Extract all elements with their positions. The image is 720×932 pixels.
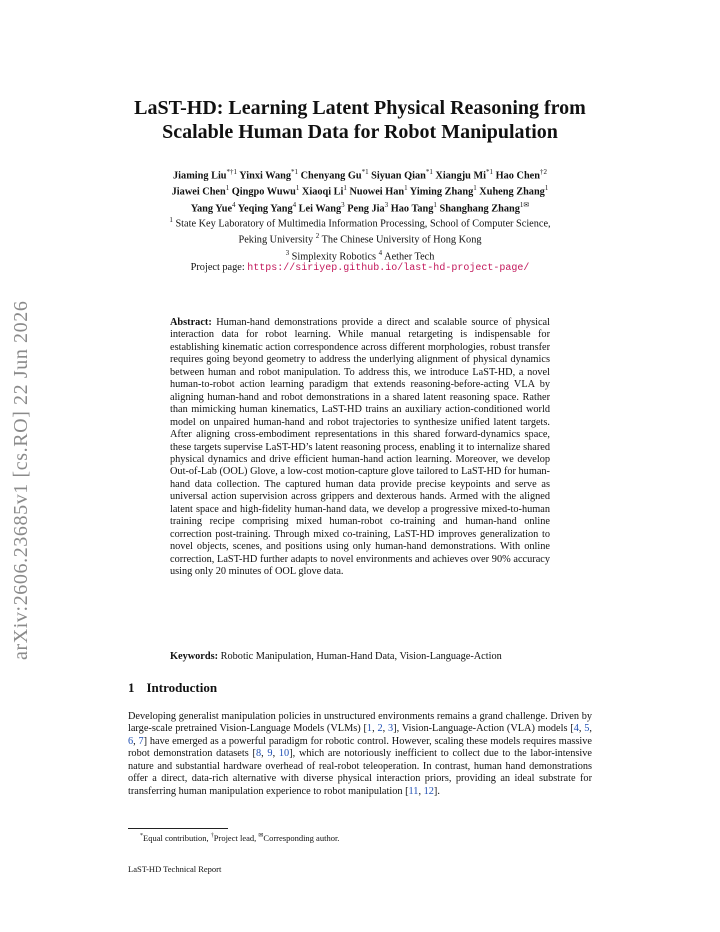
affiliation-text: State Key Laboratory of Multimedia Information Processing, School of Computer Science, xyxy=(175,218,551,230)
author-mark: 4 xyxy=(232,200,236,209)
citation-link[interactable]: 8 xyxy=(255,748,262,760)
author-name: Jiaming Liu xyxy=(173,170,227,182)
author-mark: 1 xyxy=(544,184,549,193)
author-name: Yang Yue xyxy=(190,203,233,215)
author-mark: 1 xyxy=(473,184,477,193)
citation-link[interactable]: 5 xyxy=(584,723,590,735)
citation-link[interactable]: 3 xyxy=(388,723,394,735)
author-name: Peng Jia xyxy=(347,203,385,215)
author-mark: 3 xyxy=(384,200,389,209)
citation-link[interactable]: 1 xyxy=(366,723,373,735)
affiliation-text: Simplexity Robotics xyxy=(291,251,377,263)
affiliation-line-2 xyxy=(110,230,610,246)
author-name: Jiawei Chen xyxy=(171,186,226,198)
intro-paragraph: Developing generalist manipulation policies in unstructured environments remains a grand challenge. Driven by large-scale pretrained Vision-Language Models (VLMs) [1, 2, 3], Vision-Language-Action (VLA) models [4, 5, 6, 7] have emerged as a powerful paradigm for robotic control. However, scaling these models requires massive robot demonstration datasets [8, 9, 10], which are notoriously inefficient to collect due to the labor-intensive nature and substantial hardware overhead of real-robot teleoperation. In contrast, human hand demonstrations offer a direct, data-rich alternative with diverse physical interaction priors, providing an ideal substrate for transferring human manipulation experience to robot manipulation [11, 12]. xyxy=(128,711,592,797)
affiliation-text: Aether Tech xyxy=(384,251,435,263)
intro-text: Developing generalist manipulation policies in unstructured environments remains a grand challenge. Driven by large-scale pretrained Vision-Language Models (VLMs) [ xyxy=(128,711,592,735)
author-mark: *†1 xyxy=(226,168,238,176)
author-name: Yinxi Wang xyxy=(239,170,292,182)
section-heading xyxy=(128,680,217,696)
author-mark: *1 xyxy=(425,168,433,176)
author-mark: *1 xyxy=(361,168,369,176)
author-mark: *1 xyxy=(486,168,494,176)
intro-text: ], Vision-Language-Action (VLA) models [ xyxy=(393,723,574,735)
citation-link[interactable]: 7 xyxy=(138,735,144,747)
abstract xyxy=(170,317,550,579)
paper-title xyxy=(100,96,620,144)
footnote-text: Project lead, xyxy=(213,832,259,843)
footnote-mark: * xyxy=(140,833,143,839)
affiliation-mark: 3 xyxy=(285,248,290,257)
author-line-2 xyxy=(110,182,610,198)
affiliation-line-3 xyxy=(110,247,610,263)
citation-link[interactable]: 4 xyxy=(573,723,579,735)
author-name: Chenyang Gu xyxy=(300,170,362,182)
author-mark: 4 xyxy=(292,200,297,209)
author-line-3 xyxy=(110,199,610,215)
affiliation-text: The Chinese University of Hong Kong xyxy=(321,234,482,246)
author-name: Qingpo Wuwu xyxy=(231,186,296,198)
affiliations xyxy=(110,214,610,263)
author-mark: 1 xyxy=(404,184,408,193)
title-line-2: Scalable Human Data for Robot Manipulation xyxy=(162,121,558,143)
author-name: Hao Tang xyxy=(390,203,434,215)
section-number: 1 xyxy=(128,680,135,695)
project-page xyxy=(110,262,610,274)
abstract-text: Human-hand demonstrations provide a direct and scalable source of physical interaction data for robot learning. While manual retargeting is indispensable for establishing kinematic action correspondence across different morphologies, robust transfer requires going beyond geometry to address the underlying alignment of physical dynamics between human and robot manipulation. To address this, we introduce LaST-HD, a novel human-to-robot action learning paradigm that extends reasoning-before-acting VLA by aligning human-hand and robot demonstrations in a shared latent reasoning space. Rather than mimicking human kinematics, LaST-HD trains an auxiliary action-conditioned world model on unpaired human-hand and robot trajectories to synthesize unified latent targets. After aligning cross-embodiment representations in this shared forward-dynamics space, these targets supervise LaST-HD’s latent reasoning process, enabling it to internalize shared physical dynamics and drive efficient human-hand action learning. Moreover, we develop Out-of-Lab (OOL) Glove, a low-cost motion-capture glove tailored to LaST-HD for human-hand data collection. The captured human data provide precise keypoints and serve as universal action supervision across grippers and dexterous hands. Armed with the aligned latent space and high-fidelity human-hand data, we develop a progressive mixed-to-human training recipe comprising mixed human-robot co-training and human-hand online correction post-training. Through mixed co-training, LaST-HD improves generalization to novel objects, scenes, and positions using only human-hand demonstrations. With online correction, LaST-HD further adapts to novel environments and achieves over 90% accuracy using only 20 minutes of OOL glove data. xyxy=(170,317,550,578)
intro-text: ], which are notoriously inefficient to collect due to the labor-intensive nature and substantial hardware overhead of real-robot teleoperation. In contrast, human hand demonstrations offer a direct, data-rich alternative with diverse physical interaction priors, providing an ideal substrate for transferring human manipulation experience to robot manipulation [ xyxy=(128,748,592,797)
intro-text: ]. xyxy=(433,785,440,797)
footnote xyxy=(140,832,339,843)
affiliation-line-1 xyxy=(110,214,610,230)
author-mark: 1 xyxy=(433,200,437,209)
keywords-text: Robotic Manipulation, Human-Hand Data, Vision-Language-Action xyxy=(220,651,502,662)
keywords-label: Keywords: xyxy=(170,651,219,662)
intro-text: ] have emerged as a powerful paradigm for robotic control. However, scaling these models requires massive robot demonstration datasets [ xyxy=(128,735,592,760)
author-name: Nuowei Han xyxy=(349,186,405,198)
keywords xyxy=(170,651,550,662)
citation-link[interactable]: 9 xyxy=(267,748,273,760)
running-footer: LaST-HD Technical Report xyxy=(128,864,222,874)
author-name: Xiangju Mi xyxy=(435,170,487,182)
affiliation-mark: 4 xyxy=(378,248,383,257)
author-name: Lei Wang xyxy=(298,203,342,215)
affiliation-mark: 1 xyxy=(169,216,173,224)
abstract-label: Abstract: xyxy=(170,317,212,328)
author-mark: 3 xyxy=(341,200,345,209)
footnote-mark: ✉ xyxy=(258,833,264,839)
author-mark: *1 xyxy=(291,168,299,176)
author-mark: 1 xyxy=(343,184,347,193)
footnote-mark: † xyxy=(210,833,214,839)
footnote-text: Equal contribution, xyxy=(143,832,211,843)
affiliation-text: Peking University xyxy=(238,234,314,246)
author-name: Yeqing Yang xyxy=(237,203,293,215)
project-page-label: Project page: xyxy=(190,262,245,273)
author-mark: †2 xyxy=(539,168,547,176)
author-name: Shanghang Zhang xyxy=(439,203,520,215)
author-mark: 1 xyxy=(295,184,300,193)
author-name: Hao Chen xyxy=(495,170,540,182)
citation-link[interactable]: 11 xyxy=(408,785,419,797)
citation-link[interactable]: 12 xyxy=(423,785,434,797)
author-mark: 1 xyxy=(225,184,230,193)
project-page-link[interactable]: https://siriyep.github.io/last-hd-project-page/ xyxy=(247,263,530,274)
arxiv-stamp: arXiv:2606.23685v1 [cs.RO] 22 Jun 2026 xyxy=(10,300,32,660)
author-mark: 1✉ xyxy=(519,200,530,209)
author-list xyxy=(110,166,610,215)
author-name: Xiaoqi Li xyxy=(301,186,344,198)
title-line-1: LaST-HD: Learning Latent Physical Reasoning from xyxy=(134,97,586,119)
footnote-divider xyxy=(128,828,228,829)
affiliation-mark: 2 xyxy=(315,232,320,241)
author-name: Siyuan Qian xyxy=(371,170,426,182)
footnote-text: Corresponding author. xyxy=(263,832,340,843)
section-title: Introduction xyxy=(146,680,218,695)
citation-link[interactable]: 10 xyxy=(278,748,290,760)
citation-link[interactable]: 2 xyxy=(377,723,383,735)
author-line-1 xyxy=(110,166,610,182)
citation-link[interactable]: 6 xyxy=(128,735,134,747)
author-name: Xuheng Zhang xyxy=(479,186,545,198)
author-name: Yiming Zhang xyxy=(409,186,474,198)
